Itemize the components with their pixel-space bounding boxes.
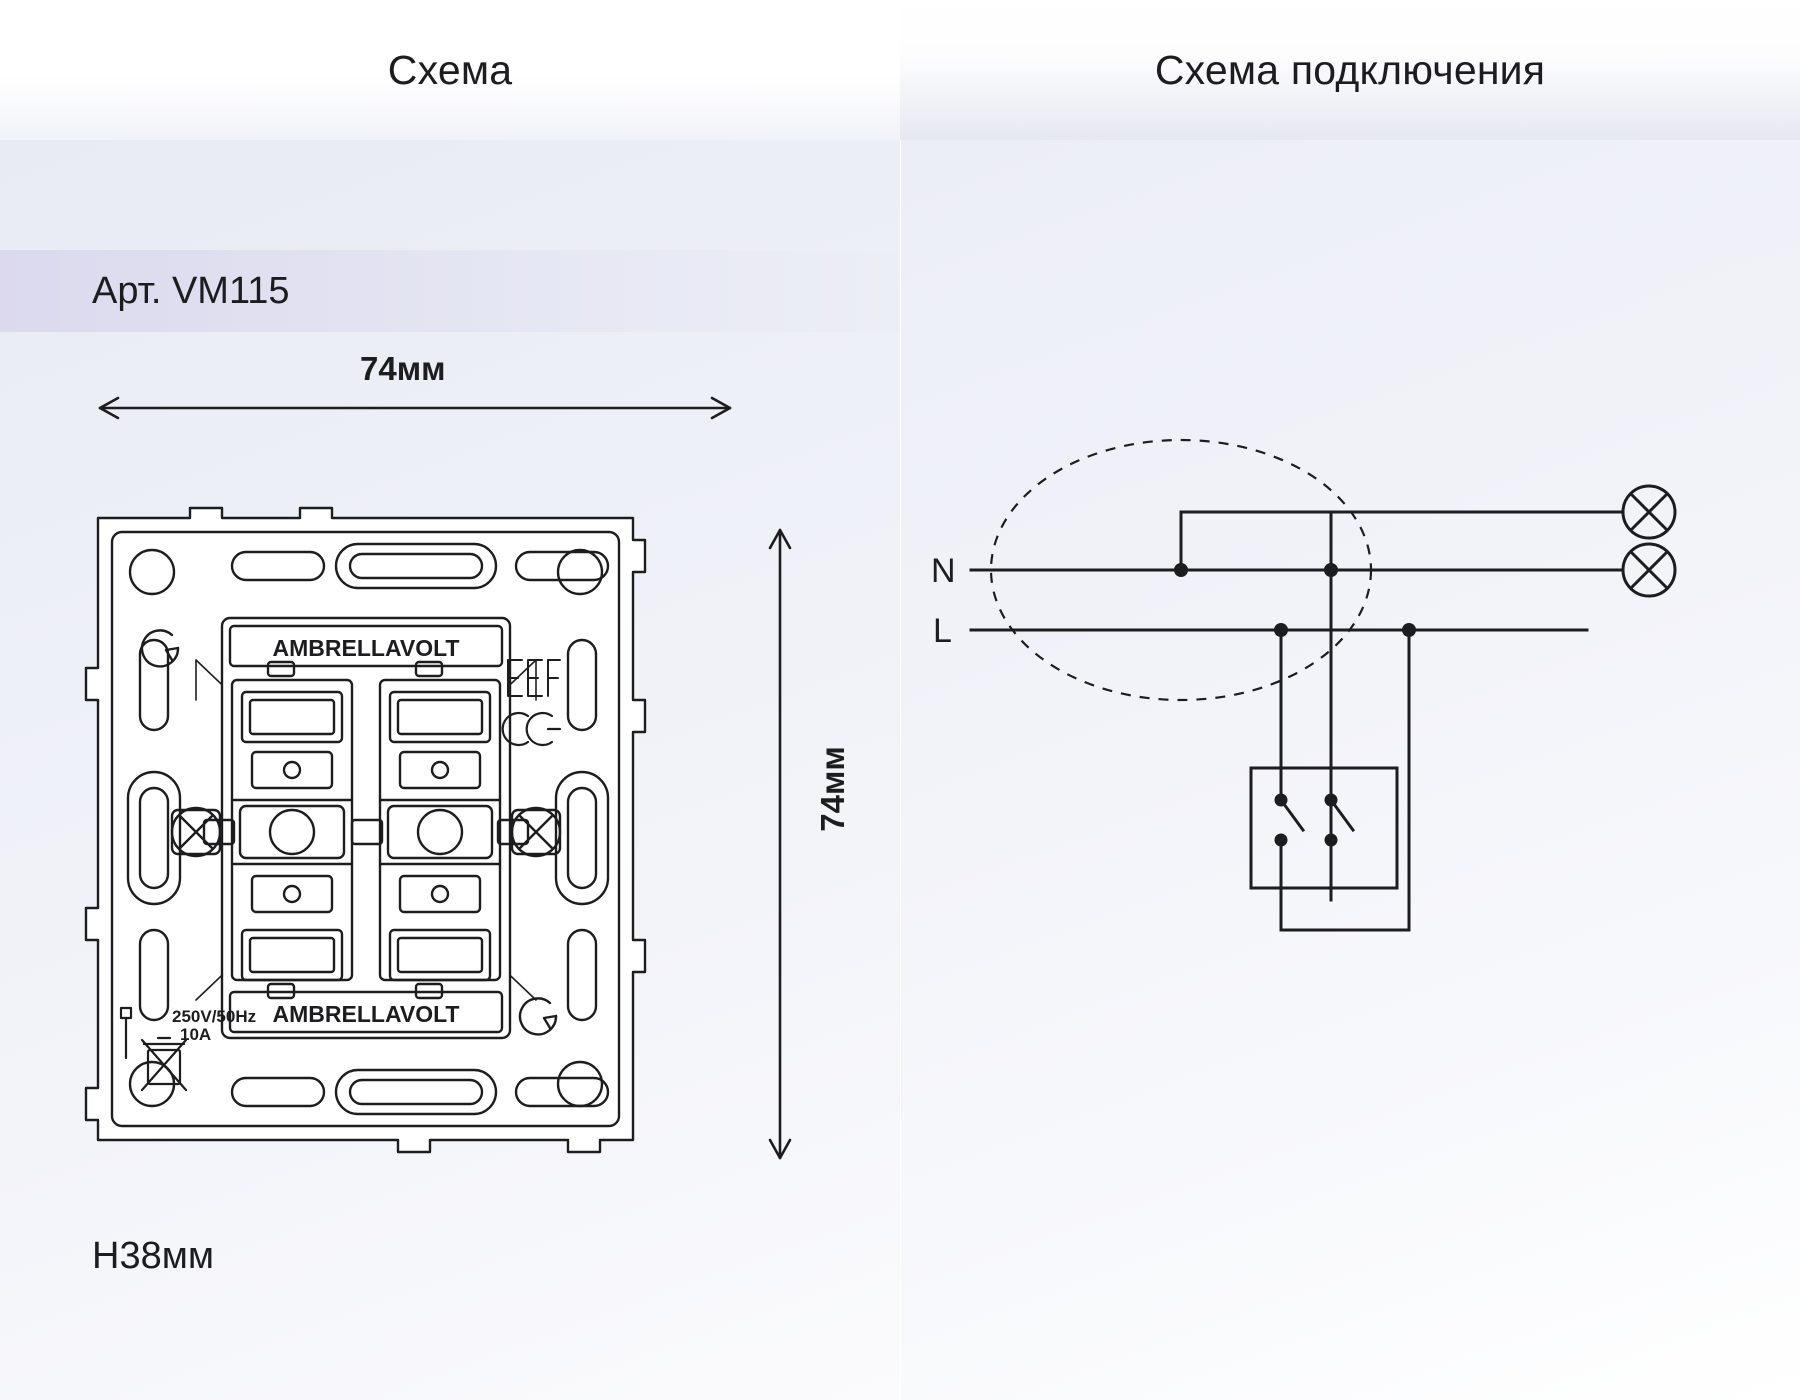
- lamp-2: [1623, 544, 1675, 596]
- rocker-module-left: [232, 662, 352, 998]
- header: [0, 0, 1800, 140]
- panels: [0, 140, 1800, 1400]
- header-cell-scheme: [0, 0, 900, 140]
- header-cell-wiring: [900, 0, 1800, 140]
- article-label: Арт. VM115: [92, 269, 290, 312]
- lamp-1: [1623, 486, 1675, 538]
- brand-text-bottom: AMBRELLAVOLT: [272, 1001, 460, 1027]
- rocker-module-right: [380, 662, 500, 998]
- header-title-scheme: Схема: [387, 46, 513, 93]
- brand-text-top: AMBRELLAVOLT: [272, 635, 460, 661]
- junction-dots: [1174, 563, 1416, 637]
- height-dimension-label: 74мм: [813, 746, 851, 832]
- panel-dimensions: [0, 140, 900, 1400]
- rating-current-text: 10A: [180, 1025, 212, 1044]
- depth-label: H38мм: [92, 1235, 214, 1277]
- lamp1-feed: [1181, 512, 1587, 570]
- line-label: L: [932, 612, 952, 650]
- width-dimension-label: 74мм: [360, 350, 446, 387]
- width-dimension-arrow: [100, 398, 730, 418]
- header-title-wiring: Схема подключения: [1154, 46, 1546, 93]
- rating-voltage-text: 250V/50Hz: [172, 1007, 257, 1026]
- switch-contacts: [1276, 795, 1353, 845]
- switch-out-2: [1281, 630, 1409, 930]
- height-dimension-arrow: [770, 530, 790, 1158]
- panel-wiring-diagram: [900, 140, 1800, 1400]
- device-technical-drawing: [0, 140, 900, 1400]
- switch-box: [1251, 768, 1397, 888]
- wiring-diagram: [901, 140, 1800, 1400]
- neutral-label: N: [930, 552, 956, 590]
